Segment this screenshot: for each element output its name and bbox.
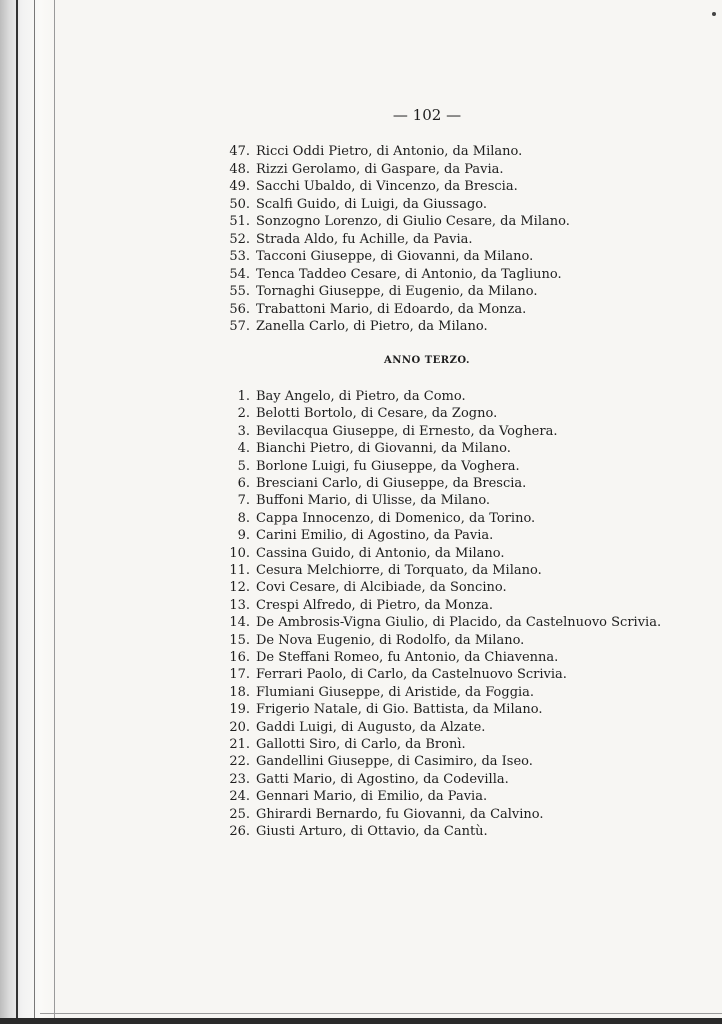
entry-text: Carini Emilio, di Agostino, da Pavia. (256, 528, 494, 544)
list-item (208, 510, 535, 527)
entry-text: Gennari Mario, di Emilio, da Pavia. (256, 789, 488, 805)
entry-number: 23. (229, 771, 250, 787)
entry-text: Cesura Melchiorre, di Torquato, da Milano. (256, 563, 542, 578)
list-item (208, 266, 562, 283)
page-binding-edge (0, 0, 56, 1024)
entry-number: 1. (237, 389, 250, 404)
list-item (208, 301, 526, 318)
entry-text: Cassina Guido, di Antonio, da Milano. (256, 545, 505, 561)
entry-text: Bianchi Pietro, di Giovanni, da Milano. (256, 441, 511, 457)
entry-text: Sonzogno Lorenzo, di Giulio Cesare, da Milano. (256, 214, 570, 229)
list-item (208, 196, 487, 213)
entry-number: 20. (229, 719, 250, 735)
list-item (208, 684, 534, 701)
entry-text: Tenca Taddeo Cesare, di Antonio, da Tagliuno. (256, 266, 562, 282)
entry-number: 6. (237, 476, 250, 491)
entry-text: De Nova Eugenio, di Rodolfo, da Milano. (256, 632, 525, 648)
entry-number: 17. (229, 667, 250, 683)
entry-text: Cappa Innocenzo, di Domenico, da Torino. (256, 510, 536, 526)
page-number: — 102 — (392, 106, 462, 124)
entry-number: 13. (229, 597, 250, 613)
entry-text: Tornaghi Giuseppe, di Eugenio, da Milano. (256, 284, 538, 299)
entry-number: 3. (237, 423, 250, 439)
entry-text: Borlone Luigi, fu Giuseppe, da Voghera. (256, 458, 520, 474)
list-item (208, 579, 507, 596)
entry-number: 57. (229, 319, 250, 334)
entry-number: 21. (229, 737, 250, 752)
section-heading: ANNO TERZO. (384, 355, 471, 366)
list-item (208, 701, 542, 718)
entry-text: Ferrari Paolo, di Carlo, da Castelnuovo Scrivia. (256, 667, 567, 683)
entry-number: 49. (229, 179, 250, 194)
entry-number: 51. (229, 214, 250, 229)
entry-text: Trabattoni Mario, di Edoardo, da Monza. (256, 301, 527, 317)
entry-text: De Ambrosis-Vigna Giulio, di Placido, da Castelnuovo Scrivia. (256, 615, 662, 631)
entry-number: 19. (229, 702, 250, 718)
entry-text: Ghirardi Bernardo, fu Giovanni, da Calvino. (256, 806, 544, 822)
list-item (208, 388, 466, 405)
list-item (208, 771, 509, 788)
entry-text: Ricci Oddi Pietro, di Antonio, da Milano. (256, 144, 523, 159)
list-item (208, 806, 544, 823)
list-item (208, 614, 661, 631)
entry-number: 47. (229, 144, 250, 159)
entry-text: Gaddi Luigi, di Augusto, da Alzate. (256, 719, 486, 735)
entry-text: Scalfi Guido, di Luigi, da Giussago. (256, 196, 488, 212)
entry-text: Sacchi Ubaldo, di Vincenzo, da Brescia. (256, 179, 518, 194)
entry-text: Giusti Arturo, di Ottavio, da Cantù. (256, 824, 488, 839)
list-item (208, 458, 520, 475)
list-item (208, 823, 488, 840)
entry-text: Bay Angelo, di Pietro, da Como. (256, 389, 466, 404)
list-item (208, 719, 485, 736)
entry-text: Zanella Carlo, di Pietro, da Milano. (256, 319, 488, 334)
list-item (208, 753, 533, 770)
list-item (208, 666, 567, 683)
entry-number: 5. (237, 458, 250, 474)
entry-text: Flumiani Giuseppe, di Aristide, da Foggia. (256, 684, 535, 700)
list-item (208, 405, 497, 422)
entry-number: 16. (229, 650, 250, 665)
entry-text: Belotti Bortolo, di Cesare, da Zogno. (256, 406, 498, 422)
list-item (208, 545, 505, 562)
entry-text: Covi Cesare, di Alcibiade, da Soncino. (256, 580, 507, 596)
entry-text: Bevilacqua Giuseppe, di Ernesto, da Voghera. (256, 423, 558, 439)
entry-number: 10. (229, 545, 250, 561)
binding-line (16, 0, 18, 1024)
list-item (208, 178, 518, 195)
entry-number: 8. (237, 510, 250, 526)
entry-text: Gallotti Siro, di Carlo, da Bronì. (256, 737, 466, 752)
list-item (208, 736, 466, 753)
entry-number: 50. (229, 196, 250, 212)
entry-text: Gatti Mario, di Agostino, da Codevilla. (256, 771, 509, 787)
list-item (208, 562, 542, 579)
entry-number: 26. (229, 824, 250, 839)
entry-number: 11. (229, 563, 250, 578)
entry-number: 15. (229, 632, 250, 648)
list-item (208, 492, 490, 509)
binding-line (34, 0, 35, 1024)
entry-text: Strada Aldo, fu Achille, da Pavia. (256, 231, 473, 247)
list-item (208, 213, 570, 230)
entry-number: 53. (229, 249, 250, 264)
list-item (208, 318, 488, 335)
list-item (208, 475, 526, 492)
bottom-edge (0, 1018, 722, 1024)
entry-number: 18. (229, 684, 250, 700)
list-item (208, 423, 557, 440)
entry-number: 4. (237, 441, 250, 457)
entry-number: 48. (229, 161, 250, 177)
entry-number: 12. (229, 580, 250, 596)
list-item (208, 440, 511, 457)
list-item (208, 231, 473, 248)
corner-mark (712, 12, 716, 16)
list-item (208, 248, 533, 265)
list-item (208, 527, 493, 544)
list-item (208, 632, 524, 649)
entry-number: 7. (237, 493, 250, 509)
entry-number: 56. (229, 301, 250, 317)
entry-number: 2. (237, 406, 250, 422)
list-item (208, 143, 522, 160)
bottom-rule (40, 1013, 722, 1014)
entry-text: Bresciani Carlo, di Giuseppe, da Brescia. (256, 476, 527, 491)
entry-number: 55. (229, 284, 250, 299)
entry-text: De Steffani Romeo, fu Antonio, da Chiavenna. (256, 650, 559, 665)
binding-line (54, 0, 55, 1024)
entry-text: Buffoni Mario, di Ulisse, da Milano. (256, 493, 491, 509)
list-item (208, 649, 558, 666)
entry-text: Gandellini Giuseppe, di Casimiro, da Iseo. (256, 754, 533, 770)
list-item (208, 283, 538, 300)
entry-text: Rizzi Gerolamo, di Gaspare, da Pavia. (256, 161, 504, 177)
entry-number: 52. (229, 231, 250, 247)
list-item (208, 788, 487, 805)
entry-text: Crespi Alfredo, di Pietro, da Monza. (256, 597, 494, 613)
entry-number: 14. (229, 615, 250, 631)
entry-number: 9. (237, 528, 250, 544)
entry-text: Tacconi Giuseppe, di Giovanni, da Milano. (256, 249, 534, 264)
entry-number: 54. (229, 266, 250, 282)
entry-text: Frigerio Natale, di Gio. Battista, da Milano. (256, 702, 543, 718)
entry-number: 22. (229, 754, 250, 770)
entry-number: 25. (229, 806, 250, 822)
entry-number: 24. (229, 789, 250, 805)
list-item (208, 597, 493, 614)
list-item (208, 161, 504, 178)
